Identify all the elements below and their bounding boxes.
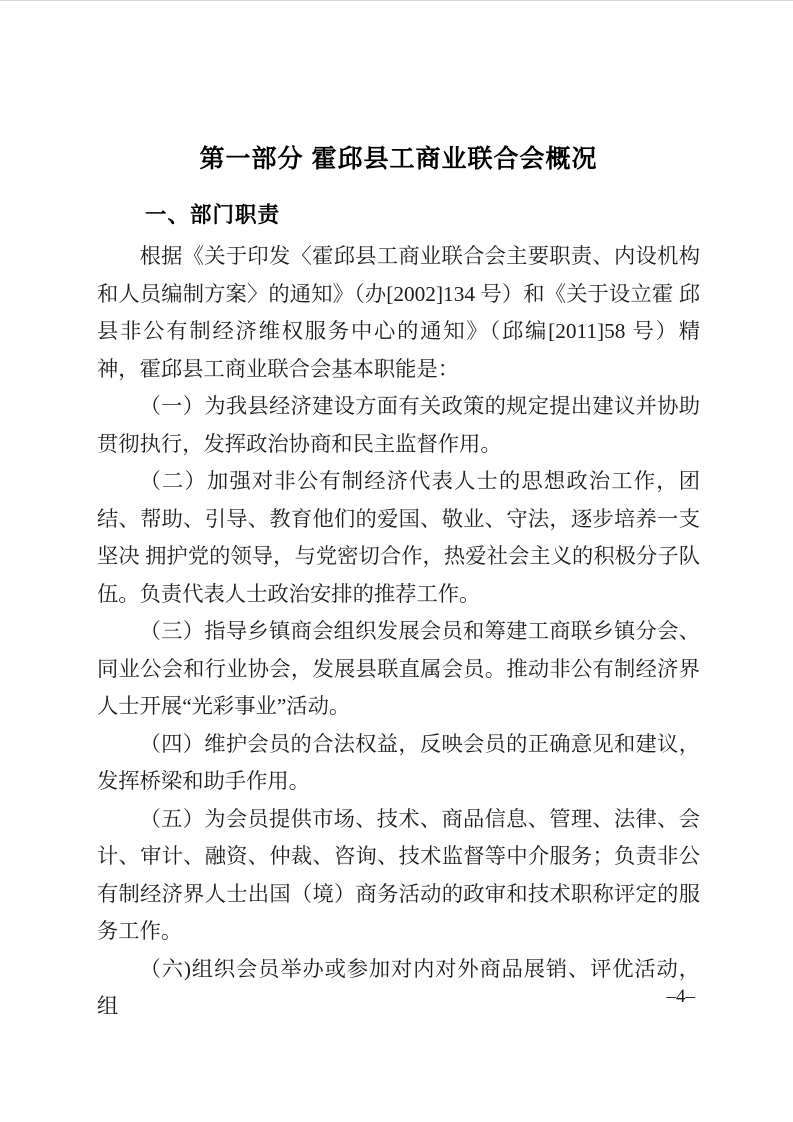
paragraph-item-3: （三）指导乡镇商会组织发展会员和筹建工商联乡镇分会、同业公会和行业协会，发展县联直属会员。推动非公有制经济界人士开展“光彩事业”活动。 — [97, 619, 700, 718]
paragraph-item-6: （六)组织会员举办或参加对内对外商品展销、评优活动，组 — [97, 956, 700, 1018]
page-number: –4– — [666, 986, 695, 1007]
paragraph-item-5: （五）为会员提供市场、技术、商品信息、管理、法律、会 计、审计、融资、仲裁、咨询、技术监督等中介服务；负责非公有制经济界人士出国（境）商务活动的政审和技术职称评定的服务工作。 — [97, 806, 700, 943]
document-title: 第一部分 霍邱县工商业联合会概况 — [199, 145, 598, 173]
section-heading: 一、部门职责 — [145, 203, 281, 227]
paragraph-item-1: （一）为我县经济建设方面有关政策的规定提出建议并协助贯彻执行，发挥政治协商和民主监督作用。 — [97, 394, 700, 456]
paragraph-item-4: （四）维护会员的合法权益，反映会员的正确意见和建议，发挥桥梁和助手作用。 — [97, 731, 700, 793]
paragraph-intro: 根据《关于印发〈霍邱县工商业联合会主要职责、内设机构和人员编制方案〉的通知》（办[2002]134 号）和《关于设立霍 邱县非公有制经济维权服务中心的通知》（邱编[2011]58 号）精神，霍邱县工商业联合会基本职能是： — [97, 244, 700, 381]
paragraph-item-2: （二）加强对非公有制经济代表人士的思想政治工作，团结、帮助、引导、教育他们的爱国、敬业、守法，逐步培养一支坚决 拥护党的领导，与党密切合作，热爱社会主义的积极分子队伍。负责代表人士政治安排的推荐工作。 — [97, 469, 700, 606]
